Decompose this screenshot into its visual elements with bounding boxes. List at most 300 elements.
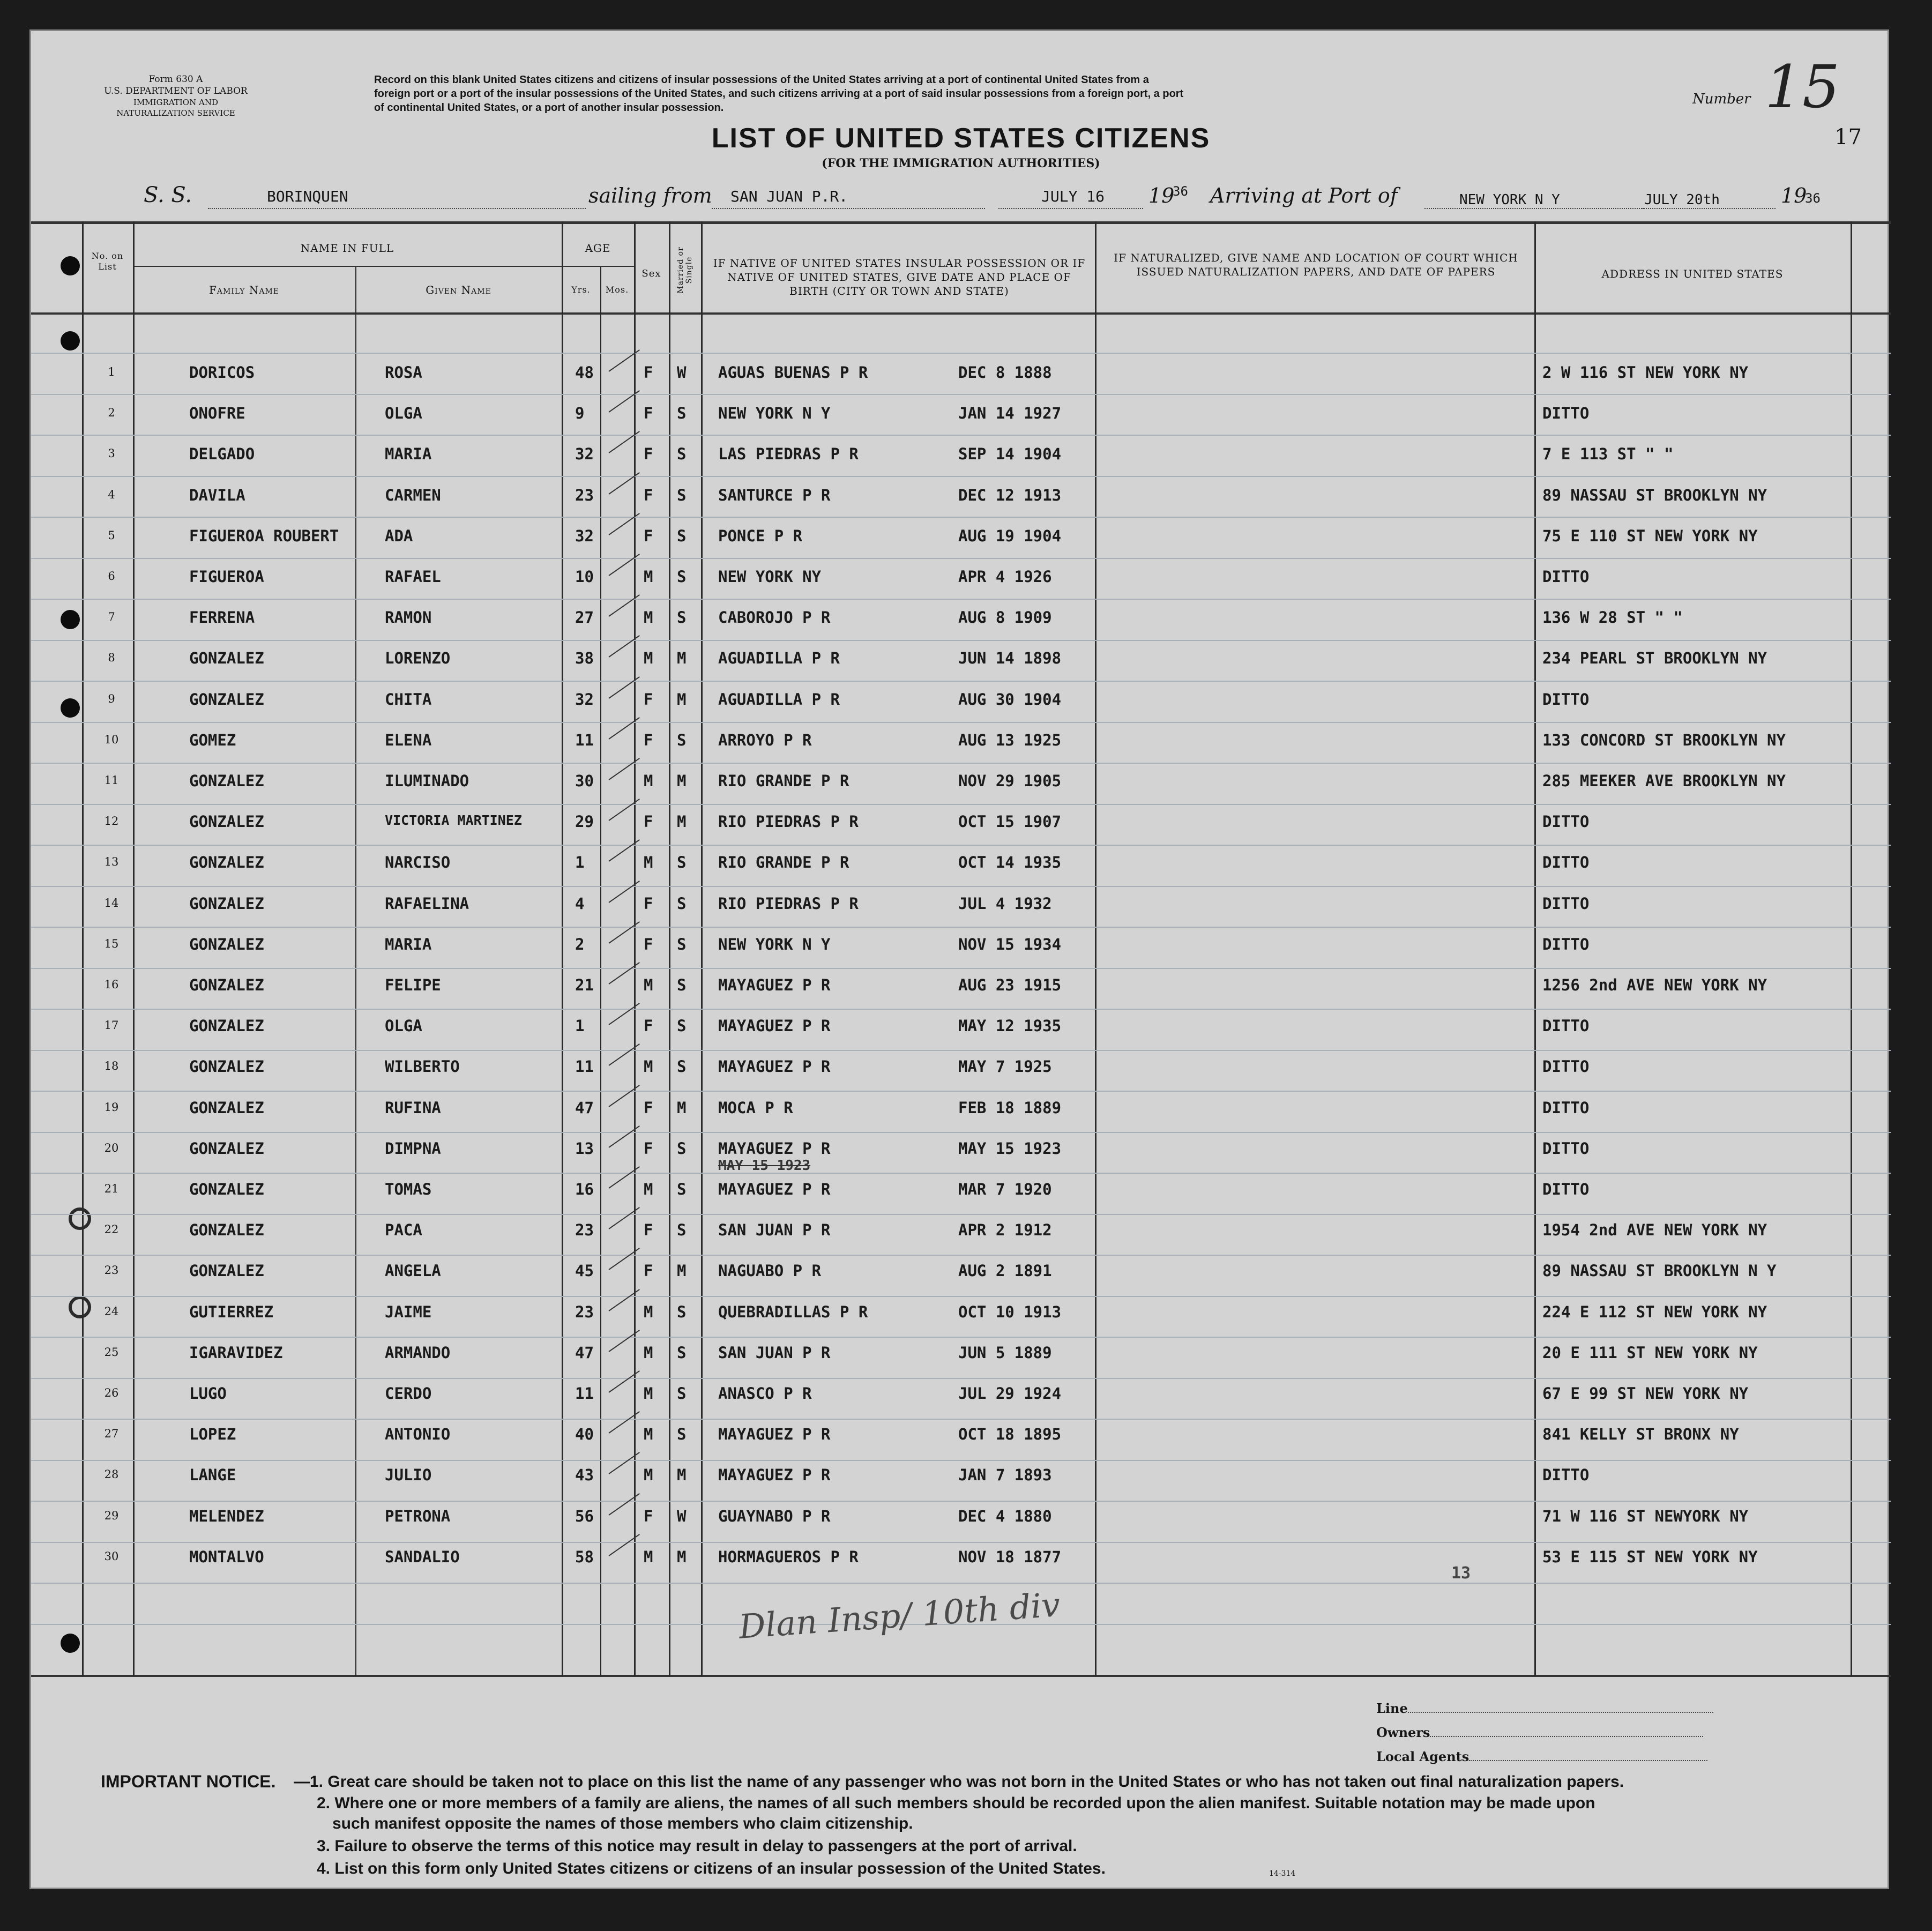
- line-label: Line: [1376, 1701, 1713, 1716]
- cell-family: GOMEZ: [189, 730, 236, 749]
- cell-address: DITTO: [1542, 1139, 1590, 1158]
- col-divider: [701, 221, 703, 1676]
- col-header-address: ADDRESS IN UNITED STATES: [1601, 267, 1784, 280]
- col-header-married: Married or Single: [676, 247, 693, 294]
- cell-given: FELIPE: [385, 976, 441, 994]
- cell-given: RAFAEL: [385, 568, 441, 586]
- cell-age: 29: [575, 812, 594, 831]
- row-number: 27: [104, 1427, 119, 1441]
- cell-place: NEW YORK NY: [718, 568, 822, 586]
- cell-age: 11: [575, 730, 594, 749]
- row-number: 10: [104, 733, 119, 746]
- row-number: 25: [104, 1345, 119, 1359]
- col-header-age: AGE: [585, 242, 611, 255]
- number-value: 15: [1765, 53, 1840, 121]
- agents-label: Local Agents: [1376, 1749, 1707, 1764]
- row-number: 11: [104, 774, 119, 787]
- cell-age: 11: [575, 1384, 594, 1403]
- cell-sex: F: [644, 486, 653, 504]
- cell-given: WILBERTO: [385, 1057, 460, 1076]
- to-underline: [1424, 208, 1644, 209]
- cell-sex: M: [644, 1384, 653, 1403]
- cell-given: ANTONIO: [385, 1425, 451, 1444]
- cell-sex: M: [644, 1466, 653, 1485]
- cell-date: AUG 23 1915: [958, 976, 1062, 994]
- col-header-naturalized: IF NATURALIZED, GIVE NAME AND LOCATION OF COURT WHICH ISSUED NATURALIZATION PAPERS, AND DATE OF PAPERS: [1114, 251, 1518, 278]
- notice-4: 4. List on this form only United States citizens or citizens of an insular possession of the United States.: [317, 1860, 1106, 1877]
- cell-ms: M: [677, 812, 687, 831]
- row-number: 12: [104, 815, 119, 828]
- punch-hole: [61, 256, 80, 275]
- arrive-underline: [1639, 208, 1776, 209]
- cell-address: DITTO: [1542, 404, 1590, 423]
- arrive-date: JULY 20th: [1644, 192, 1720, 208]
- cell-place: MAYAGUEZ P R: [718, 1017, 831, 1035]
- cell-date: OCT 14 1935: [958, 853, 1062, 872]
- row-rule: [31, 763, 1891, 764]
- col-divider: [1095, 221, 1096, 1676]
- cell-family: FIGUEROA ROUBERT: [189, 526, 339, 545]
- cell-given: DIMPNA: [385, 1139, 441, 1158]
- cell-place: PONCE P R: [718, 526, 803, 545]
- cell-sex: F: [644, 935, 653, 953]
- header-bottom-border: [31, 312, 1891, 315]
- row-number: 16: [104, 978, 119, 991]
- cell-ms: S: [677, 1384, 687, 1403]
- ship-underline: [208, 208, 586, 209]
- cell-family: GONZALEZ: [189, 1017, 264, 1035]
- cell-given: ADA: [385, 526, 413, 545]
- row-rule: [31, 1214, 1891, 1215]
- cell-given: ROSA: [385, 363, 422, 382]
- cell-age: 21: [575, 976, 594, 994]
- row-number: 24: [104, 1304, 119, 1318]
- col-header-name: NAME IN FULL: [300, 242, 394, 255]
- cell-place: MAYAGUEZ P R: [718, 1466, 831, 1485]
- cell-sex: F: [644, 1221, 653, 1240]
- cell-sex: F: [644, 730, 653, 749]
- punch-hole: [61, 610, 80, 629]
- cell-ms: S: [677, 1221, 687, 1240]
- cell-date: SEP 14 1904: [958, 445, 1062, 464]
- cell-ms: S: [677, 1302, 687, 1321]
- cell-ms: S: [677, 1057, 687, 1076]
- cell-date: MAY 12 1935: [958, 1017, 1062, 1035]
- punch-hole: [61, 331, 80, 351]
- cell-ms: S: [677, 404, 687, 423]
- page-title: LIST OF UNITED STATES CITIZENS: [711, 123, 1211, 154]
- cell-address: DITTO: [1542, 1017, 1590, 1035]
- notice-1: —1. Great care should be taken not to place on this list the name of any passenger who was not born in the United States or who has not taken out final naturalization papers.: [294, 1773, 1624, 1791]
- cell-family: DORICOS: [189, 363, 255, 382]
- record-note-line1: Record on this blank United States citizens and citizens of insular possessions of the United States arriving at a port of continental United States from a: [374, 74, 1149, 86]
- cell-given: CHITA: [385, 690, 432, 709]
- cell-ms: S: [677, 853, 687, 872]
- cell-sex: F: [644, 1098, 653, 1117]
- col-header-yrs: Yrs.: [571, 285, 591, 295]
- department: U.S. DEPARTMENT OF LABOR: [104, 86, 248, 96]
- cell-given: MARIA: [385, 445, 432, 464]
- depart-underline: [998, 208, 1143, 209]
- cell-place: RIO PIEDRAS P R: [718, 894, 859, 913]
- cell-place: GUAYNABO P R: [718, 1507, 831, 1525]
- col-header-birth: IF NATIVE OF UNITED STATES INSULAR POSSESSION OR IF NATIVE OF UNITED STATES, GIVE DATE AND PLACE OF BIRTH (CITY OR TOWN AND STATE): [713, 257, 1086, 297]
- cell-ms: S: [677, 486, 687, 504]
- row-rule: [31, 722, 1891, 723]
- row-rule: [31, 1091, 1891, 1092]
- col-header-sex: Sex: [641, 268, 661, 279]
- cell-age: 10: [575, 568, 594, 586]
- row-rule: [31, 1337, 1891, 1338]
- cell-ms: S: [677, 1425, 687, 1444]
- inspector-signature: Dlan Insp/ 10th div: [737, 1585, 1062, 1646]
- row-rule: [31, 1419, 1891, 1420]
- cell-address: 1256 2nd AVE NEW YORK NY: [1542, 976, 1767, 994]
- row-rule: [31, 845, 1891, 846]
- cell-place: MOCA P R: [718, 1098, 793, 1117]
- row-number: 18: [104, 1060, 119, 1073]
- cell-address: 71 W 116 ST NEWYORK NY: [1542, 1507, 1749, 1525]
- row-rule: [31, 1460, 1891, 1461]
- cell-date: DEC 8 1888: [958, 363, 1052, 382]
- cell-age: 2: [575, 935, 585, 953]
- cell-date: NOV 15 1934: [958, 935, 1062, 953]
- cell-address: DITTO: [1542, 1057, 1590, 1076]
- row-number: 22: [104, 1223, 119, 1236]
- cell-sex: F: [644, 404, 653, 423]
- notice-3: 3. Failure to observe the terms of this notice may result in delay to passengers at the port of arrival.: [317, 1837, 1077, 1855]
- cell-address: 7 E 113 ST " ": [1542, 445, 1674, 464]
- cell-age: 43: [575, 1466, 594, 1485]
- cell-place: ANASCO P R: [718, 1384, 812, 1403]
- cell-family: GONZALEZ: [189, 812, 264, 831]
- cell-place: SAN JUAN P R: [718, 1221, 831, 1240]
- notice-2b: such manifest opposite the names of those members who claim citizenship.: [332, 1815, 913, 1832]
- cell-place: ARROYO P R: [718, 730, 812, 749]
- cell-place: MAYAGUEZ P R: [718, 1057, 831, 1076]
- cell-date: AUG 19 1904: [958, 526, 1062, 545]
- cell-age: 56: [575, 1507, 594, 1525]
- punch-ring: [69, 1296, 91, 1318]
- row-number: 9: [108, 692, 115, 705]
- cell-date: JAN 14 1927: [958, 404, 1062, 423]
- col-header-mos: Mos.: [605, 285, 629, 295]
- cell-date: FEB 18 1889: [958, 1098, 1062, 1117]
- cell-date: JUN 14 1898: [958, 649, 1062, 668]
- cell-address: DITTO: [1542, 568, 1590, 586]
- cell-given: ARMANDO: [385, 1343, 451, 1362]
- ss-label: S. S.: [144, 183, 192, 207]
- row-rule: [31, 681, 1891, 682]
- cell-ms: M: [677, 1262, 687, 1280]
- col-header-family: Family Name: [208, 284, 280, 296]
- cell-place: AGUADILLA P R: [718, 690, 840, 709]
- cell-age: 45: [575, 1262, 594, 1280]
- cell-place: MAYAGUEZ P R: [718, 976, 831, 994]
- cell-age: 23: [575, 1302, 594, 1321]
- cell-given: OLGA: [385, 1017, 422, 1035]
- cell-given: MARIA: [385, 935, 432, 953]
- row20-strikeout: MAY 15 1923: [718, 1158, 811, 1174]
- cell-given: CERDO: [385, 1384, 432, 1403]
- row-number: 6: [108, 570, 115, 583]
- cell-sex: M: [644, 1343, 653, 1362]
- cell-age: 1: [575, 1017, 585, 1035]
- col-divider: [634, 221, 636, 1676]
- arrive-year: 36: [1805, 191, 1821, 206]
- cell-date: JUN 5 1889: [958, 1343, 1052, 1362]
- cell-date: APR 2 1912: [958, 1221, 1052, 1240]
- row-number: 3: [108, 447, 115, 460]
- cell-sex: M: [644, 976, 653, 994]
- cell-place: HORMAGUEROS P R: [718, 1547, 859, 1566]
- col-divider: [355, 267, 356, 1676]
- row-number: 21: [104, 1182, 119, 1195]
- cell-sex: M: [644, 1547, 653, 1566]
- cell-place: RIO GRANDE P R: [718, 772, 849, 790]
- age-group-rule: [562, 266, 634, 267]
- row-rule: [31, 1132, 1891, 1133]
- row-rule: [31, 1296, 1891, 1297]
- cell-date: MAY 15 1923: [958, 1139, 1062, 1158]
- cell-family: GONZALEZ: [189, 690, 264, 709]
- cell-date: JUL 4 1932: [958, 894, 1052, 913]
- cell-given: CARMEN: [385, 486, 441, 504]
- col-divider: [669, 221, 670, 1676]
- cell-given: OLGA: [385, 404, 422, 423]
- page-number: 17: [1834, 125, 1862, 150]
- cell-age: 38: [575, 649, 594, 668]
- cell-ms: M: [677, 649, 687, 668]
- row-rule: [31, 804, 1891, 805]
- row-number: 15: [104, 937, 119, 950]
- service-line1: IMMIGRATION AND: [133, 98, 218, 107]
- cell-place: SAN JUAN P R: [718, 1343, 831, 1362]
- col-divider: [133, 221, 135, 1676]
- cell-place: MAYAGUEZ P R: [718, 1139, 831, 1158]
- cell-given: PETRONA: [385, 1507, 451, 1525]
- cell-ms: M: [677, 772, 687, 790]
- cell-ms: S: [677, 608, 687, 627]
- row-rule: [31, 1583, 1891, 1584]
- cell-age: 4: [575, 894, 585, 913]
- col-header-given: Given Name: [426, 284, 491, 296]
- cell-given: SANDALIO: [385, 1547, 460, 1566]
- cell-given: JAIME: [385, 1302, 432, 1321]
- cell-place: MAYAGUEZ P R: [718, 1180, 831, 1198]
- number-label: Number: [1692, 91, 1751, 107]
- depart-year-prefix: 19: [1148, 184, 1175, 207]
- col-divider: [1851, 221, 1852, 1676]
- row-rule: [31, 1542, 1891, 1543]
- cell-date: MAY 7 1925: [958, 1057, 1052, 1076]
- row-rule: [31, 886, 1891, 887]
- cell-given: ILUMINADO: [385, 772, 469, 790]
- cell-family: GONZALEZ: [189, 1098, 264, 1117]
- cell-address: 75 E 110 ST NEW YORK NY: [1542, 526, 1758, 545]
- row-number: 7: [108, 610, 115, 624]
- from-underline: [712, 208, 985, 209]
- cell-date: DEC 4 1880: [958, 1507, 1052, 1525]
- cell-sex: M: [644, 772, 653, 790]
- row-rule: [31, 1501, 1891, 1502]
- row-rule: [31, 927, 1891, 928]
- cell-date: NOV 18 1877: [958, 1547, 1062, 1566]
- cell-sex: F: [644, 1507, 653, 1525]
- cell-place: RIO GRANDE P R: [718, 853, 849, 872]
- cell-place: RIO PIEDRAS P R: [718, 812, 859, 831]
- form-code: 14-314: [1269, 1869, 1296, 1878]
- row-rule: [31, 394, 1891, 395]
- cell-ms: M: [677, 1098, 687, 1117]
- cell-given: NARCISO: [385, 853, 451, 872]
- row-rule: [31, 968, 1891, 969]
- depart-year: 36: [1173, 184, 1188, 199]
- cell-address: DITTO: [1542, 1466, 1590, 1485]
- to-port: NEW YORK N Y: [1459, 192, 1560, 208]
- cell-sex: M: [644, 1302, 653, 1321]
- row-rule: [31, 435, 1891, 436]
- cell-family: GONZALEZ: [189, 935, 264, 953]
- cell-ms: S: [677, 730, 687, 749]
- cell-address: DITTO: [1542, 690, 1590, 709]
- row-number: 13: [104, 855, 119, 869]
- cell-family: MONTALVO: [189, 1547, 264, 1566]
- cell-sex: M: [644, 1180, 653, 1198]
- row-number: 26: [104, 1386, 119, 1399]
- row-rule: [31, 476, 1891, 477]
- cell-ms: M: [677, 1547, 687, 1566]
- col-divider: [82, 221, 84, 1676]
- cell-family: GONZALEZ: [189, 976, 264, 994]
- cell-address: 89 NASSAU ST BROOKLYN NY: [1542, 486, 1767, 504]
- cell-ms: S: [677, 935, 687, 953]
- cell-ms: S: [677, 1180, 687, 1198]
- punch-ring: [69, 1207, 91, 1230]
- cell-ms: S: [677, 526, 687, 545]
- cell-sex: M: [644, 608, 653, 627]
- row30-mark: 13: [1451, 1564, 1471, 1583]
- cell-date: NOV 29 1905: [958, 772, 1062, 790]
- arrive-year-prefix: 19: [1781, 184, 1807, 207]
- punch-hole: [61, 1634, 80, 1653]
- cell-place: AGUADILLA P R: [718, 649, 840, 668]
- cell-family: GONZALEZ: [189, 1057, 264, 1076]
- row-number: 5: [108, 528, 115, 542]
- cell-ms: S: [677, 1017, 687, 1035]
- table-bottom-border: [31, 1675, 1891, 1677]
- row-rule: [31, 640, 1891, 641]
- cell-age: 48: [575, 363, 594, 382]
- row-number: 2: [108, 406, 115, 420]
- cell-address: DITTO: [1542, 1098, 1590, 1117]
- cell-sex: M: [644, 568, 653, 586]
- cell-date: AUG 30 1904: [958, 690, 1062, 709]
- cell-given: LORENZO: [385, 649, 451, 668]
- cell-address: DITTO: [1542, 853, 1590, 872]
- cell-given: RAMON: [385, 608, 432, 627]
- cell-date: AUG 8 1909: [958, 608, 1052, 627]
- cell-age: 32: [575, 445, 594, 464]
- col-divider: [600, 267, 601, 1676]
- cell-family: LUGO: [189, 1384, 227, 1403]
- cell-sex: F: [644, 363, 653, 382]
- arriving-label: Arriving at Port of: [1210, 184, 1398, 207]
- row-number: 20: [104, 1141, 119, 1154]
- cell-age: 9: [575, 404, 585, 423]
- record-note-line3: of continental United States, or a port of another insular possession.: [374, 102, 724, 114]
- ship-name: BORINQUEN: [267, 188, 348, 205]
- cell-family: GONZALEZ: [189, 772, 264, 790]
- cell-sex: F: [644, 1017, 653, 1035]
- cell-date: OCT 18 1895: [958, 1425, 1062, 1444]
- row-rule: [31, 1050, 1891, 1051]
- cell-given: JULIO: [385, 1466, 432, 1485]
- cell-sex: F: [644, 526, 653, 545]
- cell-address: 67 E 99 ST NEW YORK NY: [1542, 1384, 1749, 1403]
- cell-family: ONOFRE: [189, 404, 245, 423]
- name-group-rule: [133, 266, 588, 267]
- row-number: 23: [104, 1264, 119, 1277]
- cell-ms: W: [677, 1507, 687, 1525]
- depart-date: JULY 16: [1041, 188, 1105, 205]
- owners-label: Owners: [1376, 1725, 1703, 1740]
- cell-age: 16: [575, 1180, 594, 1198]
- manifest-sheet: [29, 29, 1889, 1889]
- cell-age: 47: [575, 1098, 594, 1117]
- cell-sex: F: [644, 690, 653, 709]
- cell-ms: S: [677, 445, 687, 464]
- cell-sex: F: [644, 812, 653, 831]
- notice-title: IMPORTANT NOTICE.: [101, 1772, 276, 1791]
- cell-address: 53 E 115 ST NEW YORK NY: [1542, 1547, 1758, 1566]
- cell-age: 11: [575, 1057, 594, 1076]
- cell-age: 40: [575, 1425, 594, 1444]
- from-port: SAN JUAN P.R.: [730, 188, 848, 205]
- row-number: 8: [108, 651, 115, 665]
- cell-place: QUEBRADILLAS P R: [718, 1302, 868, 1321]
- cell-address: 234 PEARL ST BROOKLYN NY: [1542, 649, 1767, 668]
- cell-family: GONZALEZ: [189, 853, 264, 872]
- cell-given: ANGELA: [385, 1262, 441, 1280]
- cell-ms: W: [677, 363, 687, 382]
- cell-date: OCT 10 1913: [958, 1302, 1062, 1321]
- punch-hole: [61, 698, 80, 718]
- cell-sex: F: [644, 445, 653, 464]
- cell-age: 30: [575, 772, 594, 790]
- cell-ms: S: [677, 568, 687, 586]
- cell-given: PACA: [385, 1221, 422, 1240]
- cell-ms: S: [677, 894, 687, 913]
- cell-ms: S: [677, 1343, 687, 1362]
- cell-place: CABOROJO P R: [718, 608, 831, 627]
- cell-address: DITTO: [1542, 894, 1590, 913]
- cell-address: 20 E 111 ST NEW YORK NY: [1542, 1343, 1758, 1362]
- cell-ms: S: [677, 1139, 687, 1158]
- cell-sex: F: [644, 894, 653, 913]
- row-number: 4: [108, 488, 115, 501]
- cell-place: NAGUABO P R: [718, 1262, 822, 1280]
- cell-family: GONZALEZ: [189, 1221, 264, 1240]
- row-rule: [31, 599, 1891, 600]
- cell-place: LAS PIEDRAS P R: [718, 445, 859, 464]
- cell-given: VICTORIA MARTINEZ: [385, 812, 522, 829]
- cell-sex: M: [644, 1057, 653, 1076]
- cell-age: 32: [575, 526, 594, 545]
- cell-date: DEC 12 1913: [958, 486, 1062, 504]
- cell-address: DITTO: [1542, 1180, 1590, 1198]
- col-divider: [562, 221, 563, 1676]
